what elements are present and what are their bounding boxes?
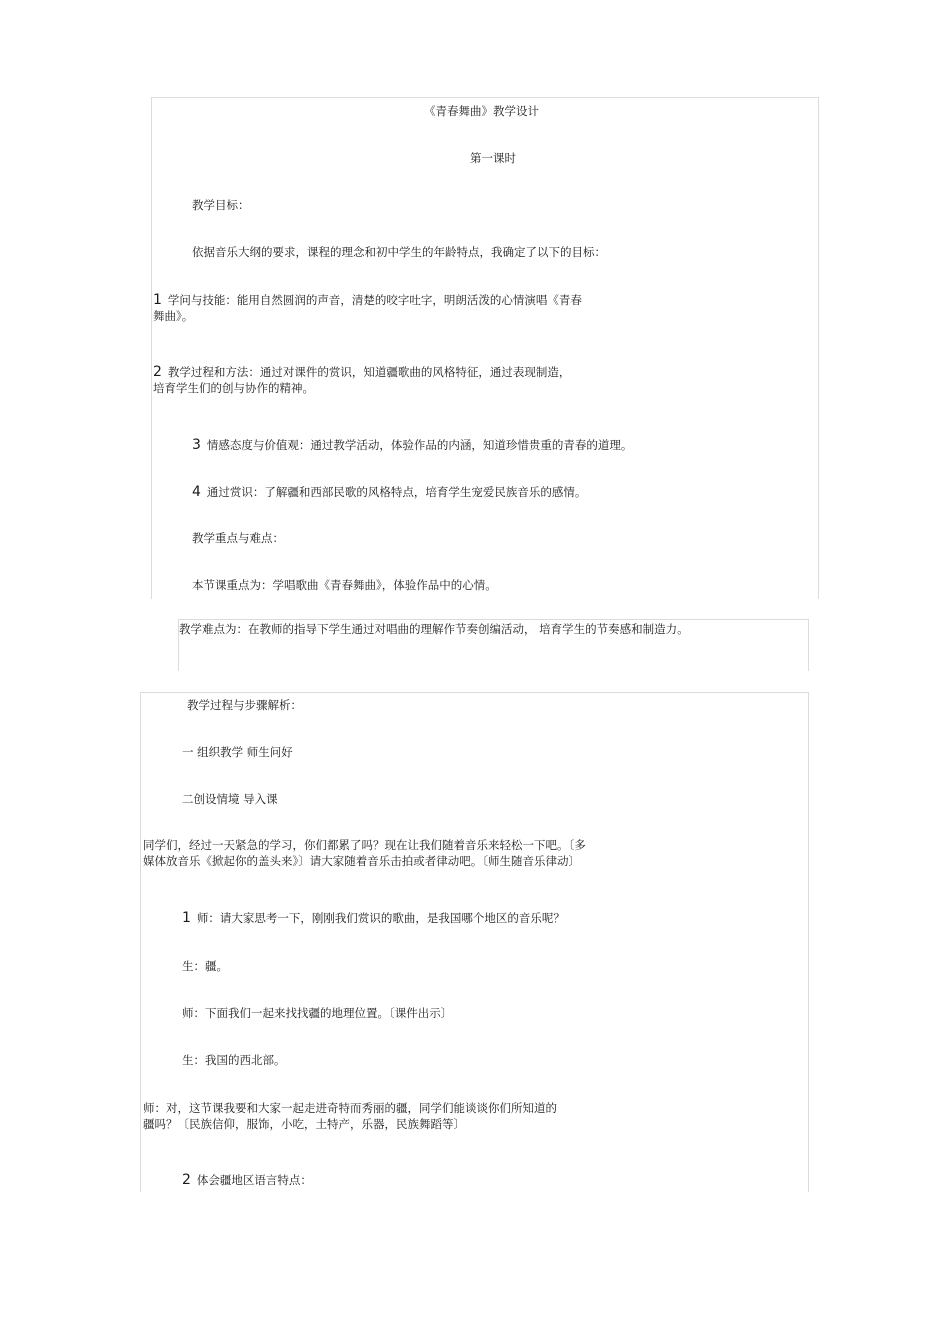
lesson-label: 第一课时 <box>470 151 516 165</box>
question-2-text: 体会疆地区语言特点： <box>196 1173 312 1187</box>
answer-2: 生：我国的西北部。 <box>182 1053 286 1067</box>
step-2: 二创设情境 导入课 <box>182 792 278 806</box>
goal-2 <box>153 364 570 380</box>
page-frame-1 <box>151 97 819 599</box>
goal-2-cont: 培育学生们的创与协作的精神。 <box>153 381 314 395</box>
answer-1: 生：疆。 <box>182 959 228 973</box>
intro-line-2: 媒体放音乐《掀起你的盖头来》〕请大家随着音乐击拍或者律动吧。〔师生随音乐律动〕 <box>143 854 580 868</box>
goal-3-text: 情感态度与价值观：通过教学活动，体验作品的内涵，知道珍惜贵重的青春的道理。 <box>206 438 633 452</box>
question-1-text: 师：请大家思考一下，刚刚我们赏识的歌曲，是我国哪个地区的音乐呢？ <box>196 911 565 925</box>
question-2-number: 2 <box>182 1172 191 1188</box>
difficulty: 教学难点为：在教师的指导下学生通过对唱曲的理解作节奏创编活动， 培育学生的节奏感和制造力。 <box>179 622 689 636</box>
doc-title: 《青春舞曲》教学设计 <box>424 104 539 118</box>
key-heading: 教学重点与难点： <box>192 531 284 545</box>
question-2 <box>182 1172 312 1188</box>
goal-1-number: 1 <box>153 292 162 308</box>
goal-1 <box>153 292 582 308</box>
process-heading: 教学过程与步骤解析： <box>187 698 302 712</box>
goals-intro: 依据音乐大纲的要求，课程的理念和初中学生的年龄特点，我确定了以下的目标： <box>192 245 606 259</box>
goal-4 <box>192 484 586 500</box>
teacher-3-line-2: 疆吗？〔民族信仰，服饰，小吃，土特产，乐器，民族舞蹈等〕 <box>143 1117 465 1131</box>
step-1: 一 组织教学 师生问好 <box>182 745 293 759</box>
question-1 <box>182 910 565 926</box>
intro-line-1: 同学们，经过一天紧急的学习，你们都累了吗？现在让我们随着音乐来轻松一下吧。〔多 <box>143 838 586 852</box>
question-1-number: 1 <box>182 910 191 926</box>
goal-3-number: 3 <box>192 437 201 453</box>
goal-4-number: 4 <box>192 484 201 500</box>
goals-heading: 教学目标： <box>192 198 250 212</box>
goal-3 <box>192 437 632 453</box>
goal-2-number: 2 <box>153 364 162 380</box>
teacher-3-line-1: 师：对，这节课我要和大家一起走进奇特而秀丽的疆，同学们能谈谈你们所知道的 <box>143 1101 557 1115</box>
teacher-2: 师：下面我们一起来找找疆的地理位置。〔课件出示〕 <box>182 1006 453 1020</box>
key-point: 本节课重点为：学唱歌曲《青春舞曲》，体验作品中的心情。 <box>192 578 497 592</box>
goal-4-text: 通过赏识：了解疆和西部民歌的风格特点，培育学生宠爱民族音乐的感情。 <box>206 485 587 499</box>
goal-1-cont: 舞曲》。 <box>153 309 194 323</box>
goal-1-text: 学问与技能：能用自然圆润的声音，清楚的咬字吐字，明朗活泼的心情演唱《青春 <box>167 293 582 307</box>
goal-2-text: 教学过程和方法：通过对课件的赏识，知道疆歌曲的风格特征，通过表现制造， <box>167 365 571 379</box>
